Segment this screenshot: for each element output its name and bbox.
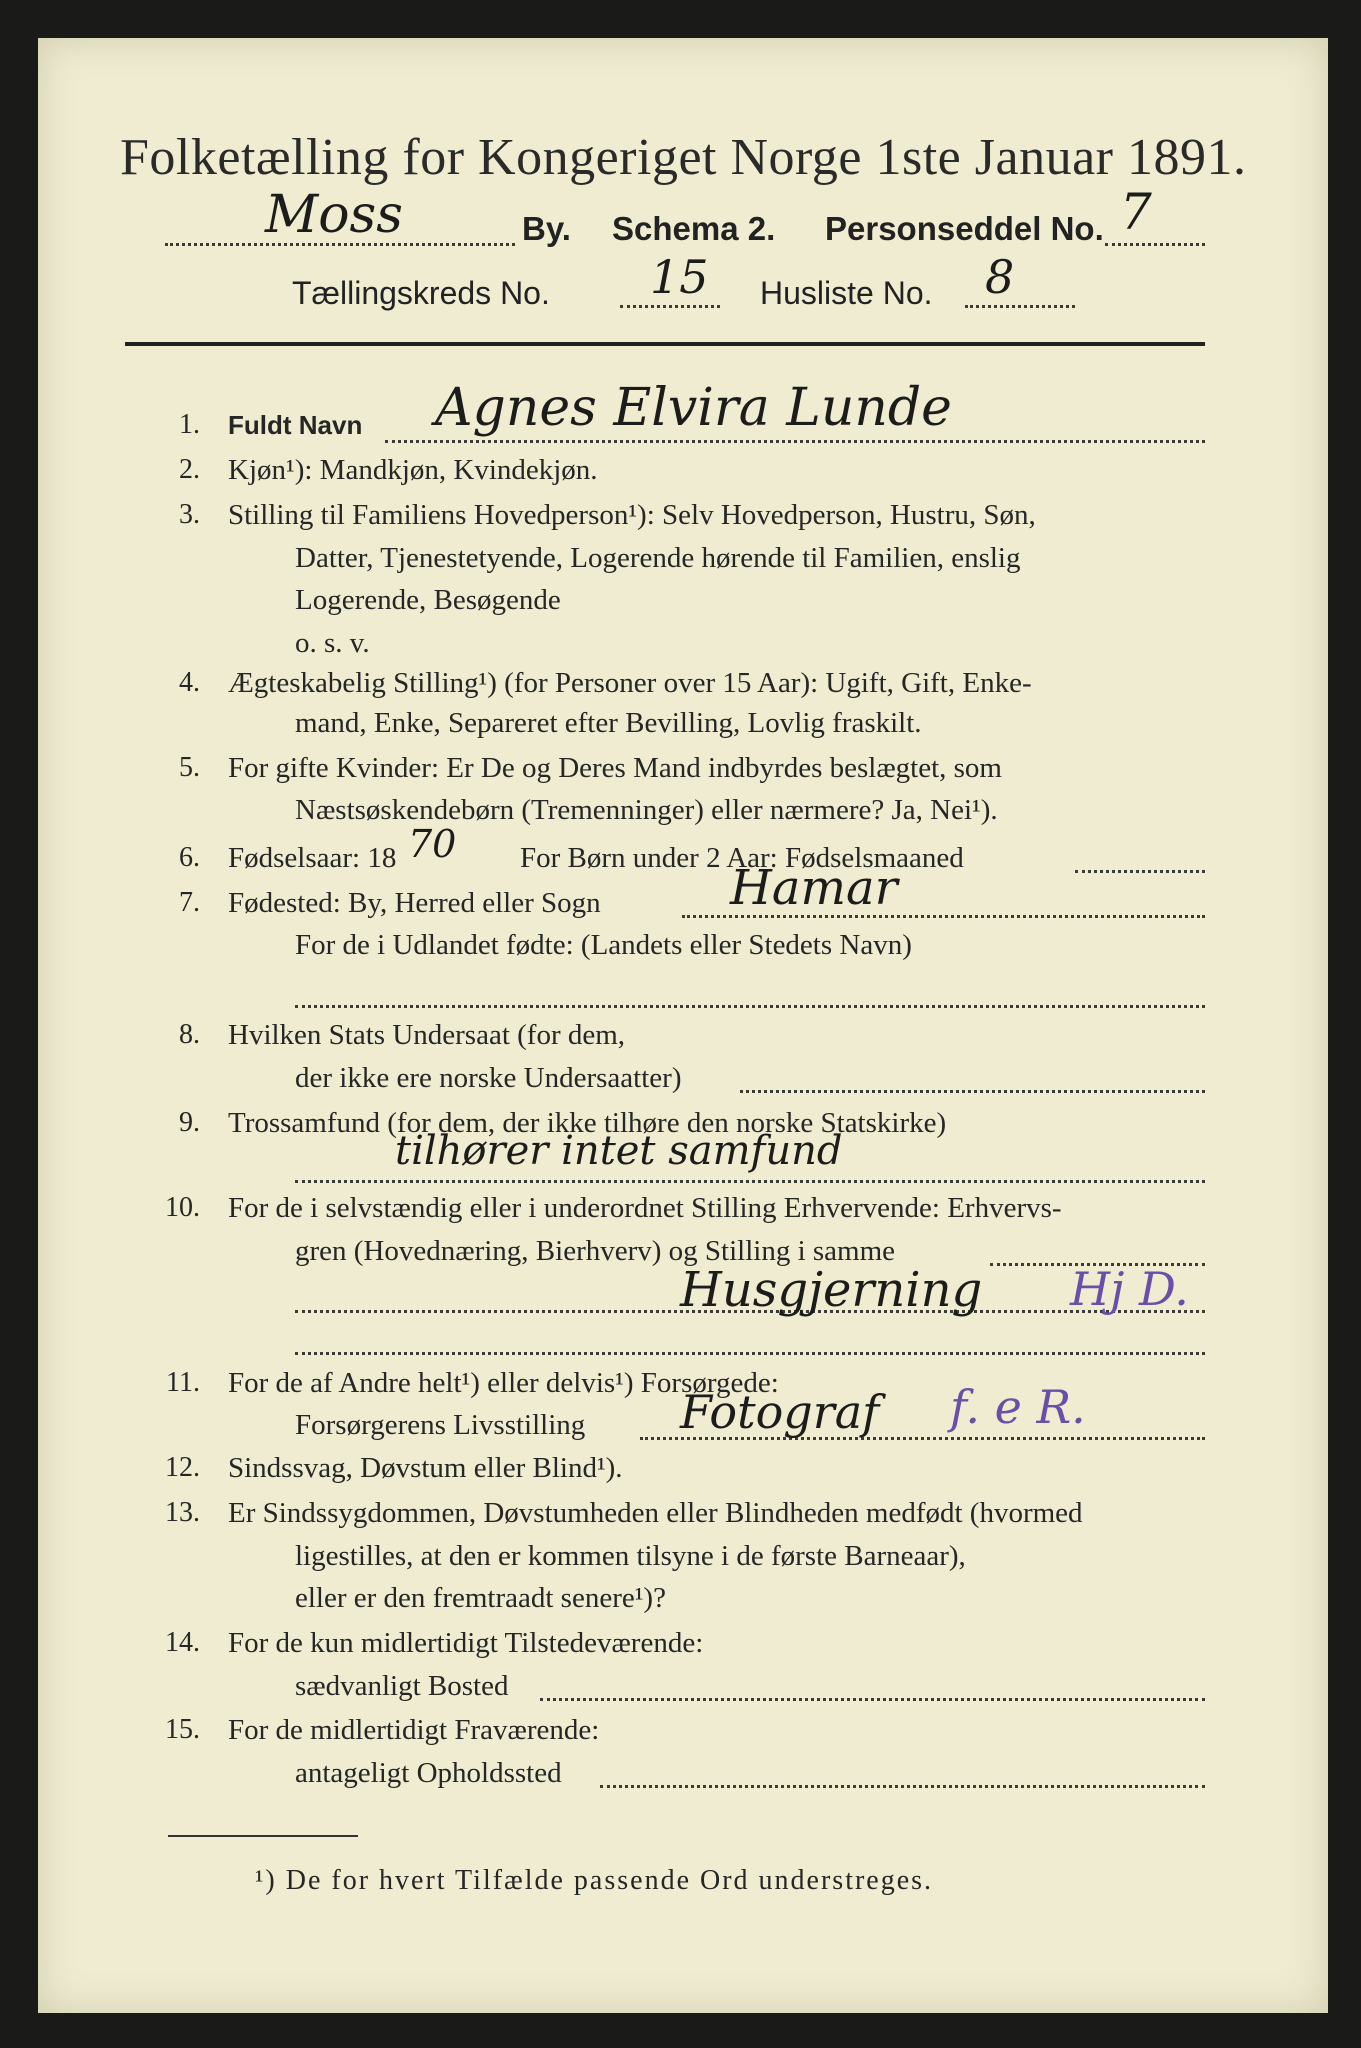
field-3-line-2: Datter, Tjenestetyende, Logerende hørende til Familien, enslig	[295, 542, 1021, 574]
birthplace-value: Hamar	[730, 860, 898, 916]
field-7-line-2: For de i Udlandet fødte: (Landets eller Stedets Navn)	[295, 929, 912, 961]
field-3-line-3: Logerende, Besøgende	[295, 584, 561, 616]
field-10-dotted-line-3	[295, 1352, 1205, 1355]
field-14-line-1: For de kun midlertidigt Tilstedeværende:	[228, 1627, 704, 1659]
field-14-dotted-line	[540, 1698, 1205, 1701]
field-9-text: Trossamfund (for dem, der ikke tilhøre den norske Statskirke)	[228, 1107, 947, 1139]
field-3-line-1: Stilling til Familiens Hovedperson¹): Selv Hovedperson, Hustru, Søn,	[228, 499, 1036, 531]
field-8-line-2: der ikke ere norske Undersaatter)	[295, 1062, 682, 1094]
header-rule	[125, 342, 1205, 346]
field-6-dotted-line	[1075, 870, 1205, 873]
form-title: Folketælling for Kongeriget Norge 1ste Januar 1891.	[120, 129, 1247, 186]
field-13-line-3: eller er den fremtraadt senere¹)?	[295, 1582, 666, 1614]
field-11-line-2: Forsørgerens Livsstilling	[295, 1409, 586, 1441]
by-label: By.	[522, 210, 571, 247]
field-13-line-1: Er Sindssygdommen, Døvstumheden eller Blindheden medfødt (hvormed	[228, 1497, 1083, 1529]
footnote-rule	[168, 1835, 358, 1837]
field-4-line-2: mand, Enke, Separeret efter Bevilling, Lovlig fraskilt.	[295, 707, 922, 739]
footnote: ¹) De for hvert Tilfælde passende Ord understreges.	[255, 1865, 934, 1896]
field-2-text: Kjøn¹): Mandkjøn, Kvindekjøn.	[228, 454, 598, 486]
field-3-line-4: o. s. v.	[295, 627, 370, 659]
field-6-birth-month-label: For Børn under 2 Aar: Fødselsmaaned	[520, 842, 964, 874]
personseddel-dotted-line	[1105, 243, 1205, 246]
religion-value: tilhører intet samfund	[395, 1128, 843, 1174]
field-7-foreign-dotted-line	[295, 1005, 1205, 1008]
provider-occupation-value: Fotograf	[680, 1385, 880, 1439]
field-10-line-1: For de i selvstændig eller i underordnet Stilling Erhvervende: Erhvervs-	[228, 1192, 1062, 1224]
field-13-line-2: ligestilles, at den er kommen tilsyne i de første Barneaar),	[295, 1540, 966, 1572]
field-11-line-1: For de af Andre helt¹) eller delvis¹) Forsørgede:	[228, 1367, 779, 1399]
field-5-line-2: Næstsøskendebørn (Tremenninger) eller nærmere? Ja, Nei¹).	[295, 794, 998, 826]
field-15-dotted-line	[600, 1785, 1205, 1788]
taellingskreds-value: 15	[650, 250, 709, 304]
field-8-dotted-line	[740, 1090, 1205, 1093]
field-14-line-2: sædvanligt Bosted	[295, 1670, 509, 1702]
field-4-line-1: Ægteskabelig Stilling¹) (for Personer over 15 Aar): Ugift, Gift, Enke-	[228, 667, 1032, 699]
field-7-line-1: Fødested: By, Herred eller Sogn	[228, 887, 601, 919]
full-name-value: Agnes Elvira Lunde	[435, 378, 952, 438]
field-15-line-1: For de midlertidigt Fraværende:	[228, 1714, 600, 1746]
schema-label: Schema 2.	[612, 210, 776, 247]
provider-code-mark: f. e R.	[950, 1380, 1086, 1434]
husliste-label: Husliste No.	[760, 275, 933, 311]
occupation-value: Husgjerning	[680, 1262, 983, 1318]
taellingskreds-dotted-line	[620, 305, 720, 308]
field-8-line-1: Hvilken Stats Undersaat (for dem,	[228, 1019, 626, 1051]
field-1-label: Fuldt Navn	[228, 410, 363, 440]
field-1-dotted-line	[385, 440, 1205, 443]
personseddel-label: Personseddel No.	[825, 210, 1104, 247]
city-value: Moss	[265, 185, 403, 245]
field-10-line-2: gren (Hovednæring, Bierhverv) og Stilling i samme	[295, 1235, 896, 1267]
field-6-birth-year-label: Fødselsaar: 18	[228, 842, 397, 874]
field-12-text: Sindssvag, Døvstum eller Blind¹).	[228, 1452, 623, 1484]
field-9-dotted-line	[295, 1180, 1205, 1183]
husliste-value: 8	[985, 250, 1015, 304]
occupation-code-mark: Hj D.	[1070, 1262, 1189, 1316]
personseddel-value: 7	[1120, 183, 1152, 241]
field-5-line-1: For gifte Kvinder: Er De og Deres Mand indbyrdes beslægtet, som	[228, 752, 1002, 784]
taellingskreds-label: Tællingskreds No.	[292, 275, 550, 311]
birth-year-value: 70	[408, 822, 457, 866]
field-15-line-2: antageligt Opholdssted	[295, 1757, 562, 1789]
husliste-dotted-line	[965, 305, 1075, 308]
